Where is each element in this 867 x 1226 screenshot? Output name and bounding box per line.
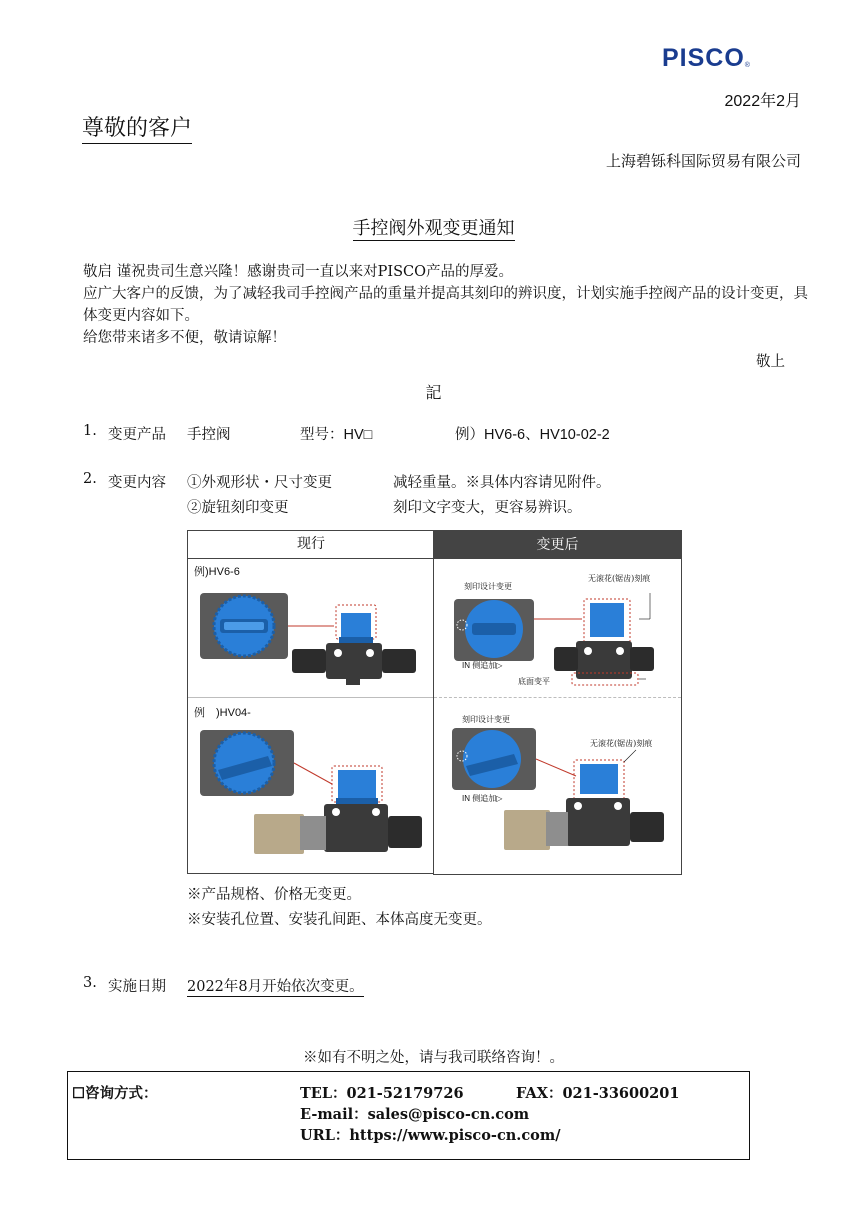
current-column bbox=[187, 530, 435, 874]
ki-heading: 記 bbox=[425, 383, 442, 402]
ann-bottom-flat: 底面变平 bbox=[518, 677, 550, 686]
logo-text: PISCO bbox=[662, 44, 745, 72]
company-name: 上海碧铄科国际贸易有限公司 bbox=[605, 152, 801, 170]
item3-date: 2022年8月开始依次变更。 bbox=[187, 979, 364, 995]
row-divider-right bbox=[434, 697, 681, 698]
ann-engraving-change-1: 刻印设计变更 bbox=[464, 582, 512, 591]
row-divider-left bbox=[188, 697, 434, 698]
ann-no-knurl-2: 无滚花(锯齿)刻痕 bbox=[590, 739, 653, 748]
item1-number: 1. bbox=[83, 423, 97, 439]
notice-title-wrap bbox=[0, 214, 867, 240]
item3-number: 3. bbox=[83, 975, 97, 991]
item2-label: 变更内容 bbox=[108, 475, 166, 491]
comparison-table bbox=[187, 530, 681, 873]
item2-line2-left: ②旋钮刻印变更 bbox=[187, 500, 289, 516]
item2-line2-right: 刻印文字变大，更容易辨识。 bbox=[393, 500, 582, 516]
current-hv04-photo bbox=[196, 726, 428, 866]
contact-note: ※如有不明之处，请与我司联络咨询！。 bbox=[303, 1050, 564, 1066]
item2-number: 2. bbox=[83, 471, 97, 487]
header-after: 变更后 bbox=[434, 531, 681, 559]
body-paragraph-1: 敬启 谨祝贵司生意兴隆！感谢贵司一直以来对PISCO产品的厚爱。 bbox=[83, 264, 514, 280]
item1-model: 型号：HV□ bbox=[300, 427, 373, 443]
body-paragraph-3: 给您带来诸多不便，敬请谅解！ bbox=[83, 330, 286, 346]
contact-fax: FAX：021-33600201 bbox=[516, 1085, 680, 1102]
pisco-logo bbox=[662, 44, 751, 73]
ann-in-side-2: IN 侧追加▷ bbox=[462, 794, 503, 803]
item2-line1-left: ①外观形状・尺寸变更 bbox=[187, 475, 332, 491]
contact-url: URL：https://www.pisco-cn.com/ bbox=[300, 1127, 561, 1144]
ann-engraving-change-2: 刻印设计变更 bbox=[462, 715, 510, 724]
sign-off: 敬上 bbox=[756, 354, 785, 370]
row2-label-current: 例 )HV04- bbox=[194, 707, 251, 719]
contact-tel: TEL：021-52179726 bbox=[300, 1085, 464, 1102]
contact-box bbox=[67, 1071, 750, 1160]
salutation: 尊敬的客户 bbox=[82, 115, 192, 144]
body-paragraph-2: 应广大客户的反馈，为了减轻我司手控阀产品的重量并提高其刻印的辨识度，计划实施手控阀产品的设计变更，具体变更内容如下。 bbox=[83, 286, 808, 324]
item3-date-wrap bbox=[187, 975, 364, 996]
ann-no-knurl-1: 无滚花(锯齿)刻痕 bbox=[588, 574, 651, 583]
item1-product: 手控阀 bbox=[187, 427, 231, 443]
row1-label-current: 例)HV6-6 bbox=[194, 566, 240, 578]
ann-in-side-1: IN 侧追加▷ bbox=[462, 661, 503, 670]
item1-label: 变更产品 bbox=[108, 427, 166, 443]
notice-title: 手控阀外观变更通知 bbox=[352, 218, 515, 239]
contact-label: ☐咨询方式： bbox=[72, 1085, 158, 1102]
current-hv6-photo bbox=[196, 583, 428, 693]
header-current: 现行 bbox=[188, 531, 434, 559]
item3-label: 实施日期 bbox=[108, 979, 166, 995]
note-2: ※安装孔位置、安装孔间距、本体高度无变更。 bbox=[187, 912, 492, 928]
contact-email: E-mail：sales@pisco-cn.com bbox=[300, 1106, 530, 1123]
note-1: ※产品规格、价格无变更。 bbox=[187, 887, 361, 903]
item2-line1-right: 减轻重量。※具体内容请见附件。 bbox=[393, 475, 611, 491]
logo-registered-mark: ® bbox=[744, 62, 751, 69]
after-change-column bbox=[433, 530, 682, 875]
notice-date: 2022年2月 bbox=[724, 93, 801, 110]
after-hv6-photo bbox=[440, 583, 676, 693]
item1-example: 例）HV6-6、HV10-02-2 bbox=[455, 427, 610, 443]
